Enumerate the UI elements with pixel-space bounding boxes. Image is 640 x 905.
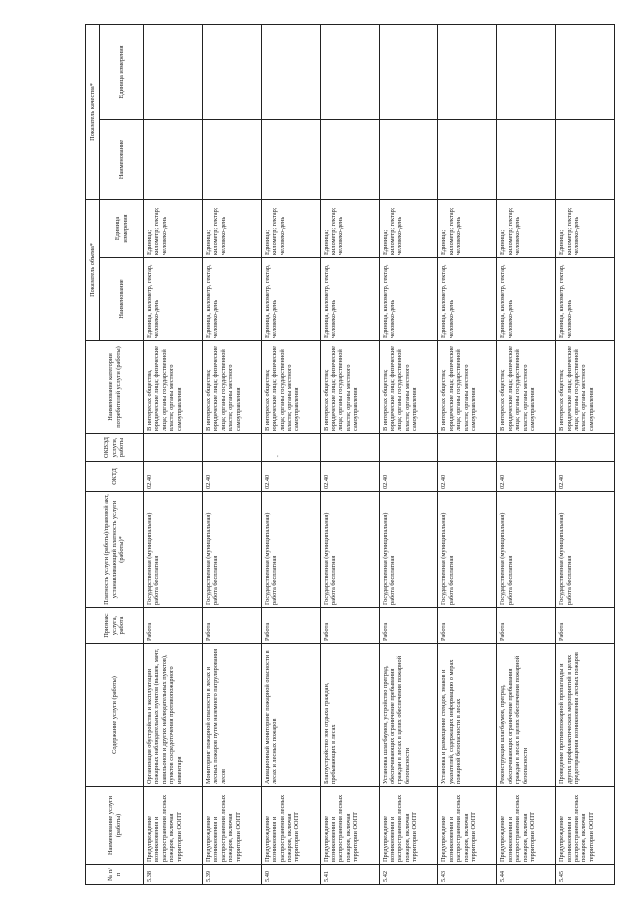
- cell-vol-name: Единица, километр, гектар, человеко-день: [202, 258, 261, 341]
- cell-payment: Государственная (муниципальная) работа бесплатная: [202, 492, 261, 608]
- table-row: [144, 25, 203, 885]
- cell-q-unit: [320, 25, 379, 120]
- cell-sign: Работа: [320, 608, 379, 644]
- cell-consumers: В интересах общества; юридические лица; физические лица; органы государственной власти; органы местного самоуправления: [379, 341, 438, 434]
- cell-sign: Работа: [438, 608, 497, 644]
- cell-vol-name: Единица, километр, гектар, человеко-день: [438, 258, 497, 341]
- cell-sign: Работа: [556, 608, 615, 644]
- cell-sign: Работа: [202, 608, 261, 644]
- cell-vol-unit: Единица; километр; гектар; человеко-день: [202, 200, 261, 258]
- table-row: [379, 25, 438, 885]
- cell-okved: [202, 434, 261, 462]
- cell-payment: Государственная (муниципальная) работа бесплатная: [144, 492, 203, 608]
- cell-okved: [556, 434, 615, 462]
- cell-payment: Государственная (муниципальная) работа бесплатная: [261, 492, 320, 608]
- cell-num: 5.42: [379, 865, 438, 885]
- header-okved: ОКВЭД услуги, работы: [86, 434, 144, 462]
- cell-consumers: В интересах общества; юридические лица; физические лица; органы государственной власти; органы местного самоуправления: [320, 341, 379, 434]
- cell-content: Реконструкция шлагбаумов, преград, обеспечивающих ограничение пребывания граждан в лесах в целях обеспечения пожарной безопасности: [497, 644, 556, 787]
- header-sign: Признак: услуга, работа: [86, 608, 144, 644]
- header-volume-name: Наименование: [100, 258, 144, 341]
- cell-sign: Работа: [379, 608, 438, 644]
- cell-oktd: 02.40: [144, 462, 203, 492]
- header-name: Наименование услуги (работы): [86, 787, 144, 865]
- cell-q-name: [438, 120, 497, 200]
- cell-vol-unit: Единица; километр; гектар; человеко-день: [556, 200, 615, 258]
- cell-num: 5.45: [556, 865, 615, 885]
- header-volume-group: Показатель объема*: [86, 200, 100, 341]
- cell-oktd: 02.40: [261, 462, 320, 492]
- cell-sign: Работа: [261, 608, 320, 644]
- cell-oktd: 02.40: [320, 462, 379, 492]
- cell-content: Проведение противопожарной пропаганды и других профилактических мероприятий в целях предотвращения возникновения лесных пожаров: [556, 644, 615, 787]
- cell-payment: Государственная (муниципальная) работа бесплатная: [556, 492, 615, 608]
- cell-num: 5.41: [320, 865, 379, 885]
- cell-vol-unit: Единица; километр; гектар; человеко-день: [438, 200, 497, 258]
- cell-sign: Работа: [144, 608, 203, 644]
- cell-okved: [379, 434, 438, 462]
- cell-num: 5.39: [202, 865, 261, 885]
- cell-q-name: [261, 120, 320, 200]
- cell-q-name: [379, 120, 438, 200]
- header-quality-name: Наименование: [100, 120, 144, 200]
- cell-oktd: 02.40: [379, 462, 438, 492]
- cell-vol-unit: Единица; километр; гектар; человеко-день: [144, 200, 203, 258]
- header-payment: Платность услуги (работы)/правовой акт, устанавливающий платность услуги (работы)*: [86, 492, 144, 608]
- cell-vol-name: Единица, километр, гектар, человеко-день: [379, 258, 438, 341]
- cell-num: 5.38: [144, 865, 203, 885]
- cell-q-unit: [144, 25, 203, 120]
- cell-num: 5.44: [497, 865, 556, 885]
- table-row: [320, 25, 379, 885]
- cell-q-unit: [202, 25, 261, 120]
- table-row: [261, 25, 320, 885]
- cell-content: Установка и размещение стендов, знаков и указателей, содержащих информацию о мерах пожарной безопасности в лесах: [438, 644, 497, 787]
- services-table: [85, 24, 615, 885]
- cell-consumers: В интересах общества; юридические лица; физические лица; органы государственной власти; органы местного самоуправления: [438, 341, 497, 434]
- cell-consumers: В интересах общества; юридические лица; физические лица; органы государственной власти; органы местного самоуправления: [497, 341, 556, 434]
- cell-name: Предупреждение возникновения и распространения лесных пожаров, включая территории ООПТ: [144, 787, 203, 865]
- cell-q-name: [497, 120, 556, 200]
- cell-num: 5.43: [438, 865, 497, 885]
- cell-q-name: [202, 120, 261, 200]
- cell-q-unit: [497, 25, 556, 120]
- cell-payment: Государственная (муниципальная) работа бесплатная: [438, 492, 497, 608]
- cell-q-unit: [261, 25, 320, 120]
- header-num: № п/п: [86, 865, 144, 885]
- cell-content: Организация обустройства и эксплуатации пожарных наблюдательных пунктов (вышек, мачт, павильонов и других наблюдательных пунктов), пунктов сосредоточения противопожарного инвентаря: [144, 644, 203, 787]
- header-quality-group: Показатель качества*: [86, 25, 100, 200]
- cell-q-name: [320, 120, 379, 200]
- header-consumers: Наименование категории потребителей услуги (работы): [86, 341, 144, 434]
- cell-name: Предупреждение возникновения и распространения лесных пожаров, включая территории ООПТ: [379, 787, 438, 865]
- cell-payment: Государственная (муниципальная) работа бесплатная: [497, 492, 556, 608]
- cell-consumers: В интересах общества; юридические лица; физические лица; органы государственной власти; органы местного самоуправления: [202, 341, 261, 434]
- cell-okved: [144, 434, 203, 462]
- cell-vol-unit: Единица; километр; гектар; человеко-день: [497, 200, 556, 258]
- cell-payment: Государственная (муниципальная) работа бесплатная: [379, 492, 438, 608]
- cell-q-unit: [438, 25, 497, 120]
- rotated-table-wrapper: [85, 25, 615, 885]
- cell-content: Благоустройство зон отдыха граждан, пребывающих в лесах: [320, 644, 379, 787]
- cell-vol-unit: Единица; километр; гектар; человеко-день: [261, 200, 320, 258]
- cell-okved: [261, 434, 320, 462]
- cell-okved: [438, 434, 497, 462]
- cell-oktd: 02.40: [497, 462, 556, 492]
- cell-vol-name: Единица, километр, гектар, человеко-день: [144, 258, 203, 341]
- cell-q-name: [556, 120, 615, 200]
- table-body: [144, 25, 615, 885]
- table-row: [497, 25, 556, 885]
- cell-q-unit: [379, 25, 438, 120]
- cell-num: 5.40: [261, 865, 320, 885]
- cell-content: Мониторинг пожарной опасности в лесах и лесных пожаров путем наземного патрулирования лесов: [202, 644, 261, 787]
- cell-name: Предупреждение возникновения и распространения лесных пожаров, включая территории ООПТ: [202, 787, 261, 865]
- cell-sign: Работа: [497, 608, 556, 644]
- cell-vol-name: Единица, километр, гектар, человеко-день: [556, 258, 615, 341]
- cell-name: Предупреждение возникновения и распространения лесных пожаров, включая территории ООПТ: [497, 787, 556, 865]
- cell-name: Предупреждение возникновения и распространения лесных пожаров, включая территории ООПТ: [556, 787, 615, 865]
- cell-consumers: В интересах общества; юридические лица; физические лица; органы государственной власти; органы местного самоуправления: [556, 341, 615, 434]
- cell-q-unit: [556, 25, 615, 120]
- cell-name: Предупреждение возникновения и распространения лесных пожаров, включая территории ООПТ: [320, 787, 379, 865]
- cell-vol-unit: Единица; километр; гектар; человеко-день: [320, 200, 379, 258]
- cell-vol-name: Единица, километр, гектар, человеко-день: [261, 258, 320, 341]
- cell-content: Авиационный мониторинг пожарной опасности в лесах и лесных пожаров: [261, 644, 320, 787]
- cell-vol-name: Единица, километр, гектар, человеко-день: [497, 258, 556, 341]
- cell-okved: [320, 434, 379, 462]
- cell-name: Предупреждение возникновения и распространения лесных пожаров, включая территории ООПТ: [438, 787, 497, 865]
- header-quality-unit: Единица измерения: [100, 25, 144, 120]
- cell-consumers: В интересах общества, юридические лица; физические лица; органы государственной власти; органы местного самоуправления: [144, 341, 203, 434]
- table-row: [438, 25, 497, 885]
- stray-mark: ,: [277, 452, 279, 458]
- cell-vol-name: Единица, километр, гектар, человеко-день: [320, 258, 379, 341]
- table-row: [556, 25, 615, 885]
- header-volume-unit: Единица измерения: [100, 200, 144, 258]
- cell-name: Предупреждение возникновения и распространения лесных пожаров, включая территории ООПТ: [261, 787, 320, 865]
- cell-okved: [497, 434, 556, 462]
- header-content: Содержание услуги (работы): [86, 644, 144, 787]
- cell-content: Установка шлагбаумов, устройство преград, обеспечивающих ограничение пребывания граждан в лесах в целях обеспечения пожарной безопасности: [379, 644, 438, 787]
- cell-oktd: 02.40: [438, 462, 497, 492]
- cell-oktd: 02.40: [556, 462, 615, 492]
- cell-oktd: 02.40: [202, 462, 261, 492]
- cell-q-name: [144, 120, 203, 200]
- cell-payment: Государственная (муниципальная) работа бесплатная: [320, 492, 379, 608]
- cell-consumers: В интересах общества; юридические лица; физические лица; органы государственной власти; органы местного самоуправления: [261, 341, 320, 434]
- table-row: [202, 25, 261, 885]
- header-oktd: ОКТД: [86, 462, 144, 492]
- cell-vol-unit: Единица; километр; гектар; человеко-день: [379, 200, 438, 258]
